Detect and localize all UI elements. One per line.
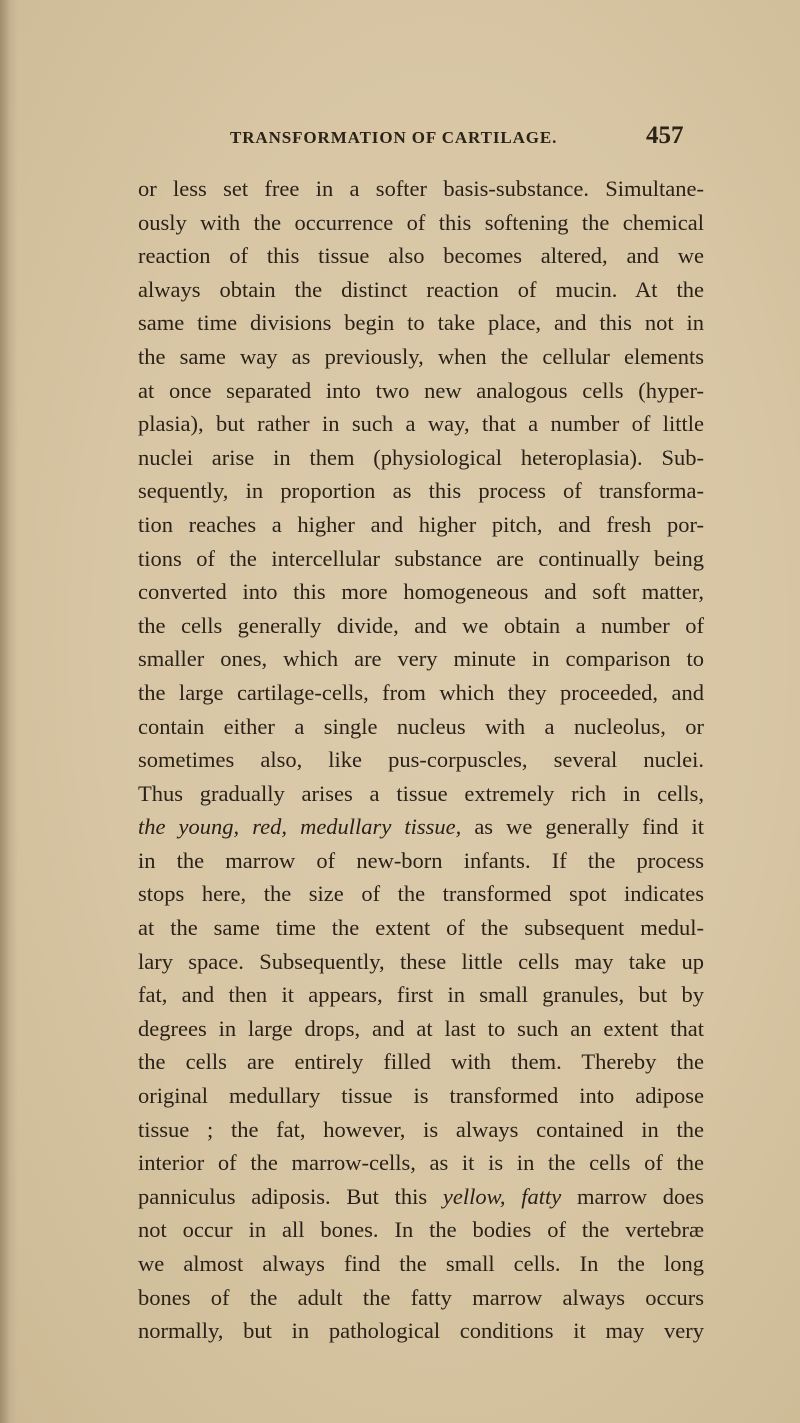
text-line: we almost always find the small cells. In the long xyxy=(138,1251,704,1276)
text-line: the cells generally divide, and we obtain a number of xyxy=(138,612,704,638)
text-line: smaller ones, which are very minute in comparison to xyxy=(138,646,704,672)
text-line: the same way as previously, when the cellular elements xyxy=(138,343,704,369)
text-line: at the same time the extent of the subsequent medul- xyxy=(138,915,704,941)
text-line: bones of the adult the fatty marrow always occurs xyxy=(138,1284,704,1310)
text-line: original medullary tissue is transformed into adipose xyxy=(138,1083,704,1109)
body-text xyxy=(138,172,704,1348)
text-line: Thus gradually arises a tissue extremely rich in cells, xyxy=(138,780,704,806)
text-line: normally, but in pathological conditions it may very xyxy=(138,1318,704,1344)
text-line: stops here, the size of the transformed spot indicates xyxy=(138,881,704,907)
text-line: converted into this more homogeneous and soft matter, xyxy=(138,579,704,605)
text-span: marrow does xyxy=(561,1183,705,1209)
text-line: interior of the marrow-cells, as it is in the cells of the xyxy=(138,1150,704,1176)
text-line: contain either a single nucleus with a nucleolus, or xyxy=(138,713,704,739)
text-line: sequently, in proportion as this process of transforma- xyxy=(138,478,704,504)
text-line: tions of the intercellular substance are continually being xyxy=(138,545,704,571)
text-line: ously with the occurrence of this softening the chemical xyxy=(138,209,704,235)
text-line: at once separated into two new analogous cells (hyper- xyxy=(138,377,704,403)
text-line: sometimes also, like pus-corpuscles, several nuclei. xyxy=(138,747,704,773)
text-line: not occur in all bones. In the bodies of the vertebræ xyxy=(138,1217,704,1243)
page-number: 457 xyxy=(646,122,684,149)
text-line: or less set free in a softer basis-substance. Simultane- xyxy=(138,176,704,201)
spine-shadow xyxy=(0,0,18,1423)
text-line: the cells are entirely filled with them. Thereby the xyxy=(138,1049,704,1075)
text-span: as we generally find it xyxy=(461,814,704,840)
text-line: tissue ; the fat, however, is always contained in the xyxy=(138,1116,704,1142)
text-line: degrees in large drops, and at last to such an extent that xyxy=(138,1015,704,1041)
italic-term: the young, red, medullary tissue, xyxy=(138,814,462,840)
text-line: tion reaches a higher and higher pitch, and fresh por- xyxy=(138,511,704,537)
text-line: fat, and then it appears, first in small granules, but by xyxy=(138,982,704,1008)
text-line: reaction of this tissue also becomes altered, and we xyxy=(138,243,704,269)
text-line: lary space. Subsequently, these little cells may take up xyxy=(138,948,704,974)
italic-term: yellow, fatty xyxy=(442,1183,562,1209)
text-line: nuclei arise in them (physiological heteroplasia). Sub- xyxy=(138,444,704,470)
text-line: same time divisions begin to take place, and this not in xyxy=(138,310,704,336)
text-span: panniculus adiposis. But this xyxy=(138,1183,443,1209)
text-line: in the marrow of new-born infants. If the process xyxy=(138,847,704,873)
text-line: the large cartilage-cells, from which they proceeded, and xyxy=(138,679,704,705)
text-line xyxy=(138,810,704,844)
page-header xyxy=(230,122,700,162)
text-line: always obtain the distinct reaction of mucin. At the xyxy=(138,276,704,302)
text-line xyxy=(138,1180,704,1214)
text-line: plasia), but rather in such a way, that a number of little xyxy=(138,411,704,437)
running-title: TRANSFORMATION OF CARTILAGE. xyxy=(230,128,558,147)
